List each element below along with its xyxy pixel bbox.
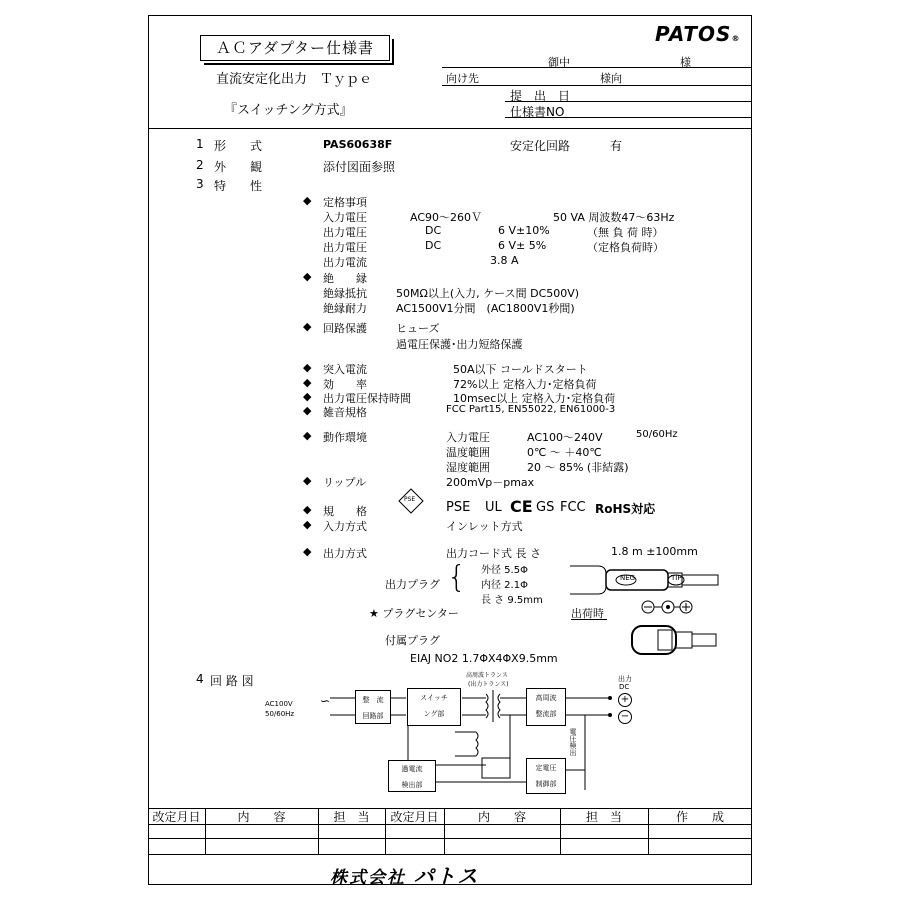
insulation-value: AC1500V1分間 (AC1800V1秒間) xyxy=(396,302,575,315)
accessory-plug-drawing xyxy=(628,622,720,658)
environment-item-value: 20 ～ 85% (非結露) xyxy=(527,461,629,474)
ripple-value: 200mVp－pmax xyxy=(446,476,535,489)
rating-label: 出力電圧 xyxy=(323,226,367,239)
rating-value: AC90～260Ｖ xyxy=(410,211,483,224)
brand-logo: PATOS® xyxy=(655,22,741,46)
neg-label: NEG xyxy=(620,574,636,582)
block-overcurrent: 過電流 検出部 xyxy=(388,760,436,792)
protection-value: 過電圧保護･出力短絡保護 xyxy=(396,338,523,351)
rating-type: DC xyxy=(425,239,442,252)
standard-pse: PSE xyxy=(446,500,471,515)
standard-ce: CE xyxy=(510,497,533,516)
rule xyxy=(148,824,752,825)
standard-gs: GS xyxy=(536,500,555,515)
stabilizer-value: 有 xyxy=(610,139,623,153)
destination-label: 向け先 xyxy=(446,72,479,85)
company-name: 株式会社 パトス xyxy=(330,864,480,888)
circuit-label: 回 路 図 xyxy=(210,674,254,688)
spec-value: 50A以下 コールドスタート xyxy=(453,363,588,376)
environment-item-label: 温度範囲 xyxy=(446,446,490,459)
section-number: 1 xyxy=(196,137,204,151)
shipping-label: 出荷時 xyxy=(571,607,604,620)
tip-label: TIP xyxy=(671,574,682,582)
sama-label: 様 xyxy=(680,56,691,69)
environment-freq: 50/60Hz xyxy=(636,429,678,440)
input-method-label: 入力方式 xyxy=(323,520,367,533)
bullet-diamond-icon: ◆ xyxy=(303,503,312,516)
rule xyxy=(148,808,752,809)
appearance-value: 添付図面参照 xyxy=(323,160,396,174)
block-switching: スイッチ ング部 xyxy=(407,688,461,726)
cord-length-value: 1.8 m ±100mm xyxy=(611,545,698,558)
block-rectifier: 整 流 回路部 xyxy=(355,690,391,724)
bullet-diamond-icon: ◆ xyxy=(303,361,312,374)
accessory-plug-label: 付属プラグ xyxy=(385,634,440,647)
rating-type: DC xyxy=(425,224,442,237)
insulation-value: 50MΩ以上(入力, ケース間 DC500V) xyxy=(396,287,580,300)
standards-label: 規 格 xyxy=(323,505,367,518)
revision-header: 作 成 xyxy=(675,810,724,824)
bullet-diamond-icon: ◆ xyxy=(303,404,312,417)
output-plug-label: 出力プラグ xyxy=(385,578,440,591)
accessory-plug-value: EIAJ NO2 1.7ΦX4ΦX9.5mm xyxy=(410,652,558,665)
output-plug-drawing xyxy=(568,562,728,598)
onchu-label: 御中 xyxy=(548,56,570,69)
insulation-label: 絶縁抵抗 xyxy=(323,287,367,300)
block-cv-control: 定電圧 制御部 xyxy=(526,758,566,794)
circuit-input-voltage: AC100V xyxy=(265,700,293,708)
standard-ul: UL xyxy=(485,500,502,515)
document-title: ＡＣアダプター仕様書 xyxy=(200,35,390,61)
rule xyxy=(505,117,752,118)
section-label: 特 性 xyxy=(214,179,263,193)
stabilizer-label: 安定化回路 xyxy=(510,139,571,153)
rule xyxy=(148,838,752,839)
rating-value: 3.8 A xyxy=(490,254,519,267)
environment-item-value: 0℃ ～ ＋40℃ xyxy=(527,446,602,459)
spec-no-label: 仕様書NO xyxy=(510,105,565,119)
pse-diamond-mark xyxy=(398,488,424,514)
environment-item-label: 入力電圧 xyxy=(446,431,490,444)
bullet-diamond-icon: ◆ xyxy=(303,270,312,283)
environment-item-label: 湿度範囲 xyxy=(446,461,490,474)
bullet-diamond-icon: ◆ xyxy=(303,320,312,333)
rating-label: 出力電圧 xyxy=(323,241,367,254)
insulation-label: 絶縁耐力 xyxy=(323,302,367,315)
cord-length-label: 出力コード式 長 さ xyxy=(446,547,541,560)
environment-item-value: AC100～240V xyxy=(527,431,603,444)
bullet-diamond-icon: ◆ xyxy=(303,376,312,389)
negative-terminal-icon: − xyxy=(618,710,632,724)
plug-length: 長 さ 9.5mm xyxy=(481,595,543,606)
input-method-value: インレット方式 xyxy=(446,520,523,533)
plug-center-label: ★ プラグセンター xyxy=(369,607,459,620)
document-subtitle: 直流安定化出力 Ｔｙｐｅ xyxy=(216,72,373,87)
protection-value: ヒューズ xyxy=(396,322,440,335)
rating-head: 定格事項 xyxy=(323,196,367,209)
bullet-diamond-icon: ◆ xyxy=(303,545,312,558)
rating-note: （無 負 荷 時） xyxy=(587,226,664,239)
plug-inner-diameter: 内径 2.1Φ xyxy=(481,580,528,591)
standard-fcc: FCC xyxy=(560,500,586,515)
plug-outer-diameter: 外径 5.5Φ xyxy=(481,565,528,576)
ripple-label: リップル xyxy=(323,476,367,489)
environment-label: 動作環境 xyxy=(323,431,367,444)
method-label: 『スイッチング方式』 xyxy=(224,103,353,118)
bullet-diamond-icon: ◆ xyxy=(303,518,312,531)
output-method-label: 出力方式 xyxy=(323,547,367,560)
rule xyxy=(148,854,752,855)
header-divider xyxy=(148,128,752,129)
model-number: PAS60638F xyxy=(323,138,393,151)
destination-suffix: 様向 xyxy=(600,72,622,85)
spec-label: 雑音規格 xyxy=(323,406,367,419)
protection-label: 回路保護 xyxy=(323,322,367,335)
rating-label: 出力電流 xyxy=(323,256,367,269)
section-label: 形 式 xyxy=(214,139,263,153)
revision-header: 担 当 xyxy=(333,810,370,824)
section-number: 4 xyxy=(196,672,204,686)
rating-label: 入力電圧 xyxy=(323,211,367,224)
section-label: 外 観 xyxy=(214,160,263,174)
spec-value: 10msec以上 定格入力･定格負荷 xyxy=(453,392,616,405)
bullet-diamond-icon: ◆ xyxy=(303,390,312,403)
bullet-diamond-icon: ◆ xyxy=(303,429,312,442)
positive-terminal-icon: + xyxy=(618,693,632,707)
section-number: 2 xyxy=(196,158,204,172)
revision-header: 担 当 xyxy=(585,810,622,824)
brace-icon: { xyxy=(447,560,467,595)
spec-value: FCC Part15, EN55022, EN61000-3 xyxy=(446,404,616,415)
transformer-sublabel: (出力トランス) xyxy=(468,681,509,688)
standard-rohs: RoHS対応 xyxy=(595,502,656,516)
revision-header: 内 容 xyxy=(477,810,526,824)
rule xyxy=(442,67,752,68)
polarity-icon xyxy=(640,598,696,616)
bullet-diamond-icon: ◆ xyxy=(303,194,312,207)
bullet-diamond-icon: ◆ xyxy=(303,474,312,487)
spec-label: 効 率 xyxy=(323,378,367,391)
output-label: 出力 xyxy=(618,675,632,683)
revision-header: 改定月日 xyxy=(390,810,439,824)
rule xyxy=(571,619,607,620)
spec-label: 突入電流 xyxy=(323,363,367,376)
section-number: 3 xyxy=(196,177,204,191)
transformer-label: 高周波トランス xyxy=(466,672,508,679)
revision-header: 内 容 xyxy=(237,810,286,824)
pse-mark-text: PSE xyxy=(404,496,416,503)
output-dc-label: DC xyxy=(619,683,630,691)
fuse-symbol-icon: ∽ xyxy=(320,694,331,708)
revision-header: 改定月日 xyxy=(152,810,201,824)
date-label: 提 出 日 xyxy=(510,89,571,103)
rule xyxy=(505,101,752,102)
spec-label: 出力電圧保持時間 xyxy=(323,392,411,405)
circuit-input-freq: 50/60Hz xyxy=(265,710,295,718)
rating-value: 6 V± 5% xyxy=(498,239,547,252)
voltage-detect-label: 電圧検出 xyxy=(569,728,577,756)
rating-note: （定格負荷時） xyxy=(587,241,664,254)
insulation-head: 絶 縁 xyxy=(323,272,367,285)
block-hf-rectifier: 高周波 整流部 xyxy=(526,688,566,726)
rule xyxy=(442,85,752,86)
spec-value: 72%以上 定格入力･定格負荷 xyxy=(453,378,597,391)
rating-extra: 50 VA 周波数47～63Hz xyxy=(553,211,675,224)
rating-value: 6 V±10% xyxy=(498,224,550,237)
